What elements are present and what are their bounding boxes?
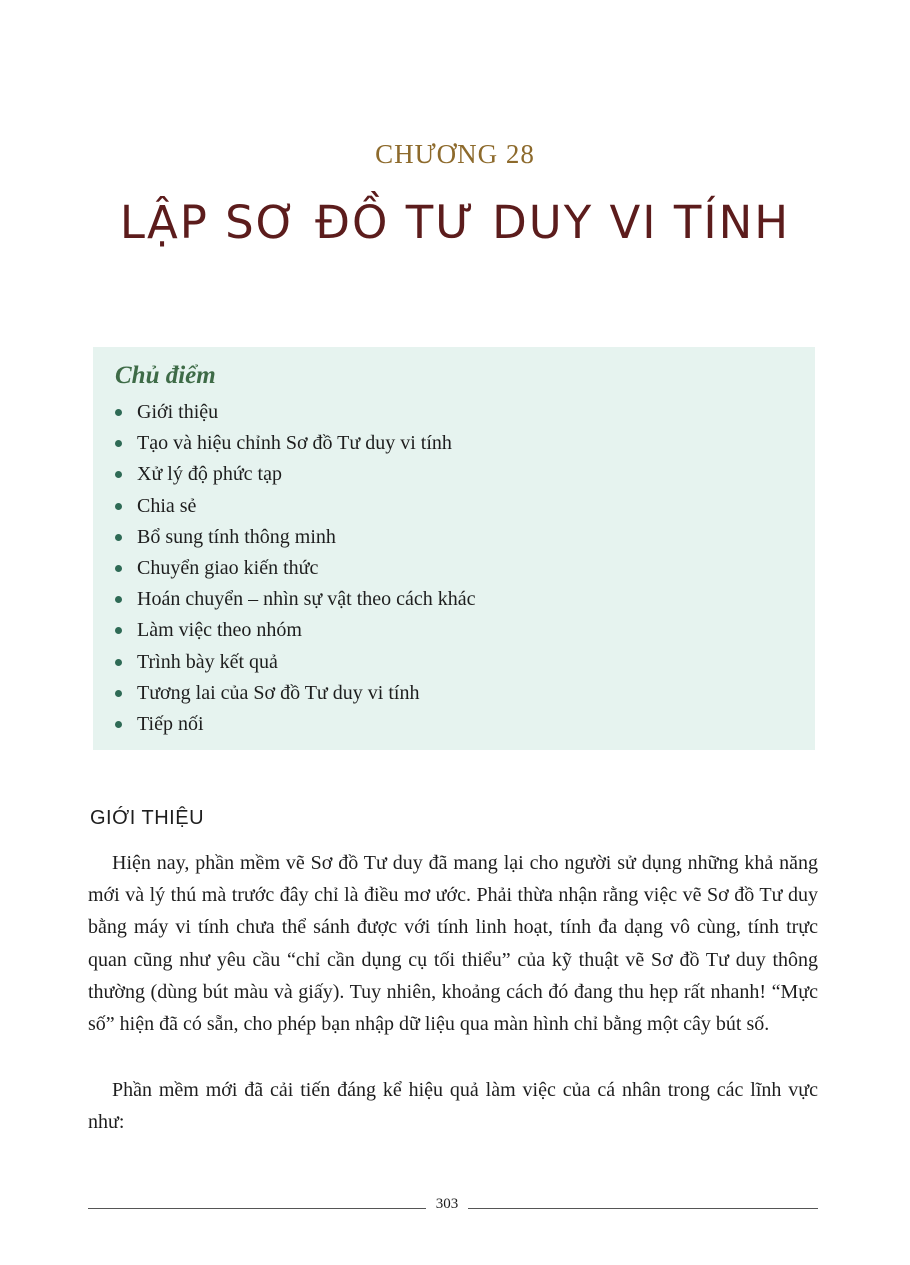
list-item [113, 647, 795, 678]
body-paragraph: Phần mềm mới đã cải tiến đáng kể hiệu quả làm việc của cá nhân trong các lĩnh vực như: [88, 1079, 818, 1134]
body-paragraph: Hiện nay, phần mềm vẽ Sơ đồ Tư duy đã mang lại cho người sử dụng những khả năng mới và lý thú mà trước đây chỉ là điều mơ ước. Phải thừa nhận rằng việc vẽ Sơ đồ Tư duy bằng máy vi tính chưa thể sánh được với tính linh hoạt, tính đa dạng vô cùng, tính trực quan cũng như yêu cầu “chỉ cần dụng cụ tối thiểu” của kỹ thuật vẽ Sơ đồ Tư duy thông thường (dùng bút màu và giấy). Tuy nhiên, khoảng cách đó đang thu hẹp rất nhanh! “Mực số” hiện đã có sẵn, cho phép bạn nhập dữ liệu qua màn hình chỉ bằng một cây bút số. [88, 852, 818, 1036]
list-item [113, 615, 795, 646]
chapter-label: CHƯƠNG 28 [375, 139, 535, 169]
bullet-icon [115, 721, 122, 728]
list-item [113, 428, 795, 459]
bullet-icon [115, 596, 122, 603]
bullet-icon [115, 440, 122, 447]
list-item [113, 553, 795, 584]
bullet-icon [115, 471, 122, 478]
topics-heading: Chủ điểm [115, 362, 216, 389]
list-item [113, 459, 795, 490]
topic-label: Tạo và hiệu chỉnh Sơ đồ Tư duy vi tính [137, 432, 452, 455]
bullet-icon [115, 565, 122, 572]
bullet-icon [115, 503, 122, 510]
topic-label: Làm việc theo nhóm [137, 619, 302, 642]
topic-label: Tiếp nối [137, 713, 204, 736]
section-heading: GIỚI THIỆU [90, 807, 205, 829]
topics-box [93, 347, 815, 750]
topic-label: Chia sẻ [137, 494, 197, 517]
list-item [113, 709, 795, 740]
topic-label: Bổ sung tính thông minh [137, 525, 336, 548]
topic-label: Xử lý độ phức tạp [137, 463, 282, 486]
topic-label: Hoán chuyển – nhìn sự vật theo cách khác [137, 588, 476, 611]
page-number: 303 [435, 1196, 459, 1212]
bullet-icon [115, 534, 122, 541]
topic-label: Tương lai của Sơ đồ Tư duy vi tính [137, 681, 420, 704]
list-item [113, 491, 795, 522]
bullet-icon [115, 659, 122, 666]
list-item [113, 522, 795, 553]
footer-rule [468, 1208, 818, 1209]
bullet-icon [115, 409, 122, 416]
bullet-icon [115, 627, 122, 634]
topic-label: Giới thiệu [137, 401, 219, 423]
footer-rule [88, 1208, 426, 1209]
bullet-icon [115, 690, 122, 697]
topics-list [113, 397, 795, 740]
list-item [113, 397, 795, 428]
topic-label: Chuyển giao kiến thức [137, 557, 319, 580]
list-item [113, 678, 795, 709]
list-item [113, 584, 795, 615]
topic-label: Trình bày kết quả [137, 650, 278, 673]
chapter-title: LẬP SƠ ĐỒ TƯ DUY VI TÍNH [119, 196, 791, 249]
